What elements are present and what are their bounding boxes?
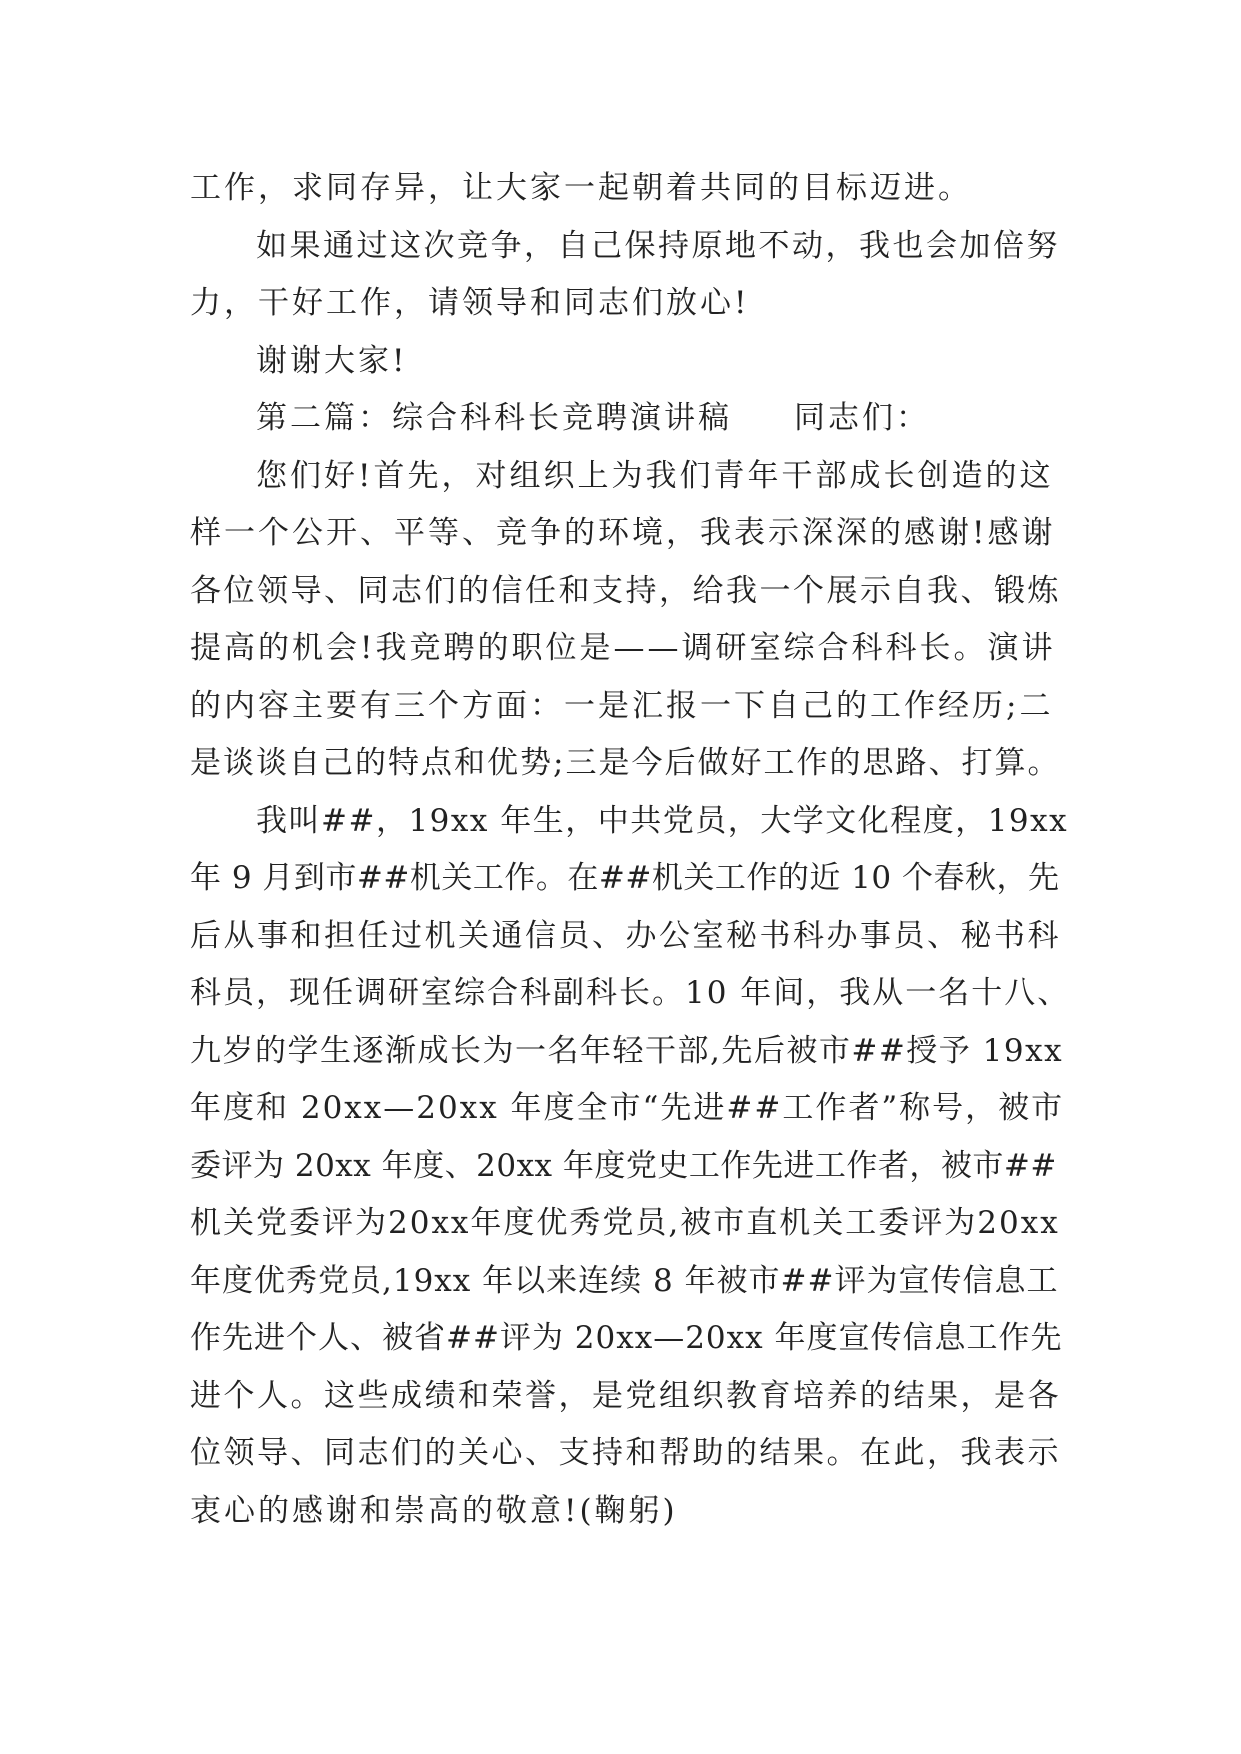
section-heading: 第二篇：综合科科长竞聘演讲稿 (256, 400, 732, 436)
text-line: 的内容主要有三个方面：一是汇报一下自己的工作经历;二 (190, 687, 1054, 724)
text-line: 您们好!首先，对组织上为我们青年干部成长创造的这 (256, 457, 1054, 494)
text-line: 进个人。这些成绩和荣誉，是党组织教育培养的结果，是各 (190, 1377, 1061, 1414)
text-line: 谢谢大家! (256, 342, 408, 379)
text-line: 委评为 20xx 年度、20xx 年度党史工作先进工作者，被市## (190, 1147, 1057, 1184)
text-line: 机关党委评为20xx年度优秀党员,被市直机关工委评为20xx (190, 1205, 1060, 1241)
text-line: 科员，现任调研室综合科副科长。10 年间，我从一名十八、 (190, 975, 1071, 1011)
section-heading-line (190, 390, 1070, 448)
text-line: 力，干好工作，请领导和同志们放心! (190, 285, 750, 321)
body-text (190, 160, 1070, 1540)
text-line: 是谈谈自己的特点和优势;三是今后做好工作的思路、打算。 (190, 745, 1061, 781)
text-line: 样一个公开、平等、竞争的环境，我表示深深的感谢!感谢 (190, 515, 1056, 551)
text-line: 提高的机会!我竞聘的职位是——调研室综合科科长。演讲 (190, 630, 1056, 666)
text-line: 九岁的学生逐渐成长为一名年轻干部,先后被市##授予 19xx (190, 1032, 1064, 1069)
text-line: 衷心的感谢和崇高的敬意!(鞠躬) (190, 1492, 678, 1529)
text-line: 各位领导、同志们的信任和支持，给我一个展示自我、锻炼 (190, 572, 1061, 609)
text-line: 我叫##，19xx 年生，中共党员，大学文化程度，19xx (256, 802, 1069, 839)
text-line: 年 9 月到市##机关工作。在##机关工作的近 10 个春秋，先 (190, 860, 1060, 896)
text-line: 年度和 20xx—20xx 年度全市“先进##工作者”称号，被市 (190, 1090, 1065, 1126)
salutation: 同志们： (794, 400, 930, 436)
text-line: 如果通过这次竞争，自己保持原地不动，我也会加倍努 (256, 227, 1060, 264)
text-line: 位领导、同志们的关心、支持和帮助的结果。在此，我表示 (190, 1435, 1061, 1471)
text-line: 年度优秀党员,19xx 年以来连续 8 年被市##评为宣传信息工 (190, 1262, 1059, 1299)
text-line: 后从事和担任过机关通信员、办公室秘书科办事员、秘书科 (190, 917, 1061, 954)
text-line: 作先进个人、被省##评为 20xx—20xx 年度宣传信息工作先 (190, 1320, 1063, 1356)
text-line: 工作，求同存异，让大家一起朝着共同的目标迈进。 (190, 170, 972, 206)
